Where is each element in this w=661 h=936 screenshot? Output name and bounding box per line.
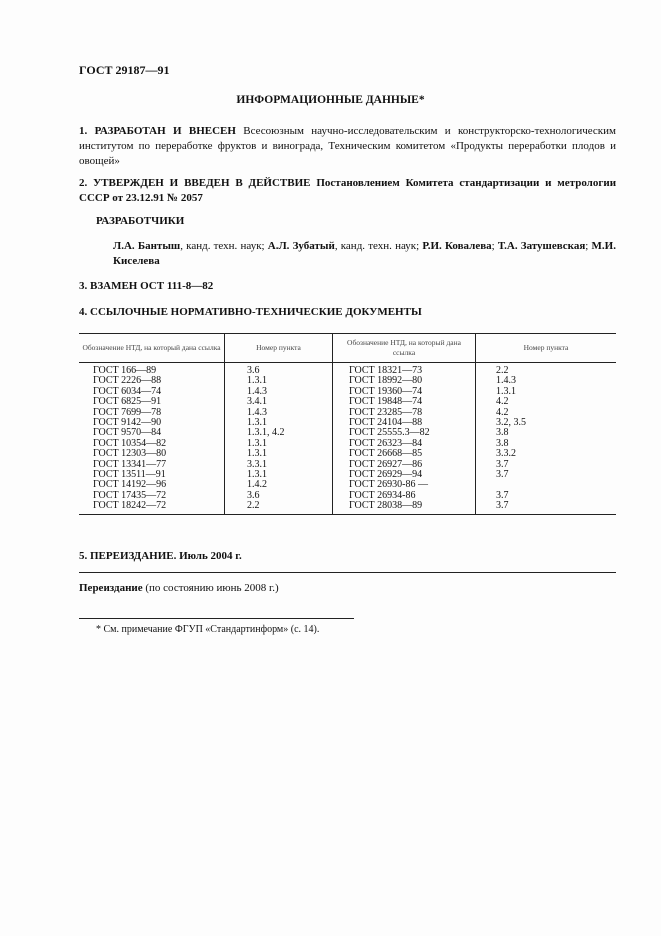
table-cell-document: ГОСТ 13341—77 bbox=[79, 460, 225, 470]
developer-name: Л.А. Бантыш bbox=[113, 240, 181, 252]
table-cell-document: ГОСТ 166—89 bbox=[79, 363, 225, 377]
section-5: 5. ПЕРЕИЗДАНИЕ. Июль 2004 г. bbox=[79, 550, 242, 562]
table-cell-document: ГОСТ 18992—80 bbox=[333, 376, 476, 386]
table-cell-clause: 1.3.1 bbox=[225, 470, 333, 480]
table-cell-clause: 3.8 bbox=[496, 427, 509, 439]
section-1-text: Всесоюзным научно-исследовательским и конструкторско-технологическим институтом по переработке фруктов и винограда, Техническим комитетом «Продукты переработки плодов и овощей» bbox=[79, 125, 617, 167]
column-header: Обозначение НТД, на который дана ссылка bbox=[333, 334, 476, 363]
table-cell-clause: 2.2 bbox=[225, 501, 333, 514]
developers-heading: РАЗРАБОТЧИКИ bbox=[96, 215, 185, 227]
table-cell-document: ГОСТ 10354—82 bbox=[79, 439, 225, 449]
section-4: 4. ССЫЛОЧНЫЕ НОРМАТИВНО-ТЕХНИЧЕСКИЕ ДОКУМЕНТЫ bbox=[79, 306, 422, 318]
table-cell-document: ГОСТ 26927—86 bbox=[333, 460, 476, 470]
table-cell-document: ГОСТ 26930-86 — bbox=[333, 480, 476, 490]
table-cell-document: ГОСТ 6034—74 bbox=[79, 387, 225, 397]
section-1-number: 1. bbox=[79, 125, 88, 137]
table-cell-document: ГОСТ 9142—90 bbox=[79, 418, 225, 428]
column-header: Номер пункта bbox=[225, 334, 333, 363]
table-cell-document: ГОСТ 13511—91 bbox=[79, 470, 225, 480]
developer-degree: ; bbox=[491, 240, 498, 252]
divider bbox=[79, 572, 616, 573]
table-cell-clause: 3.4.1 bbox=[225, 397, 333, 407]
table-cell-document: ГОСТ 12303—80 bbox=[79, 449, 225, 459]
footnote-divider bbox=[79, 618, 354, 619]
table-cell-document: ГОСТ 19360—74 bbox=[333, 387, 476, 397]
reissue-note bbox=[79, 582, 279, 594]
table-cell-clause: 2.2 bbox=[496, 365, 509, 376]
table-cell-clause: 1.4.2 bbox=[225, 480, 333, 490]
table-cell-document: ГОСТ 6825—91 bbox=[79, 397, 225, 407]
table-cell-document: ГОСТ 26668—85 bbox=[333, 449, 476, 459]
table-cell-clause: 3.7 bbox=[476, 501, 617, 514]
developer-name: Р.И. Ковалева bbox=[422, 240, 492, 252]
table-cell-document: ГОСТ 26323—84 bbox=[333, 439, 476, 449]
table-cell-document: ГОСТ 24104—88 bbox=[333, 418, 476, 428]
developer-degree: , канд. техн. наук; bbox=[180, 240, 268, 252]
table-cell-clause: 3.2, 3.5 bbox=[496, 417, 526, 429]
table-cell-document: ГОСТ 18242—72 bbox=[79, 501, 225, 514]
table-cell-document: ГОСТ 23285—78 bbox=[333, 408, 476, 418]
table-row bbox=[79, 363, 616, 377]
table-cell-document: ГОСТ 25555.3—82 bbox=[333, 428, 476, 438]
table-cell-clause: 1.3.1, 4.2 bbox=[225, 428, 333, 438]
page-title: ИНФОРМАЦИОННЫЕ ДАННЫЕ* bbox=[236, 94, 425, 106]
table-cell-clause: 1.4.3 bbox=[225, 408, 333, 418]
table-cell-document: ГОСТ 17435—72 bbox=[79, 491, 225, 501]
table-cell-clause: 1.3.1 bbox=[225, 376, 333, 386]
section-2 bbox=[79, 176, 616, 206]
reissue-text: (по состоянию июнь 2008 г.) bbox=[142, 582, 279, 594]
table-cell-clause: 1.3.1 bbox=[496, 385, 516, 397]
table-row bbox=[79, 501, 616, 514]
developer-name: М.И. Киселева bbox=[113, 240, 616, 267]
section-2-lead: УТВЕРЖДЕН И ВВЕДЕН В ДЕЙСТВИЕ bbox=[93, 177, 311, 189]
section-2-text: Постановлением Комитета стандартизации и метрологии СССР от 23.12.91 № 2057 bbox=[79, 177, 617, 204]
developer-degree: , канд. техн. наук; bbox=[334, 240, 423, 252]
table-cell-clause: 3.3.2 bbox=[496, 448, 516, 460]
column-header: Обозначение НТД, на который дана ссылка bbox=[79, 334, 225, 363]
table-cell-document: ГОСТ 7699—78 bbox=[79, 408, 225, 418]
table-cell-document: ГОСТ 26934-86 bbox=[333, 491, 476, 501]
developer-degree: ; bbox=[585, 240, 592, 252]
table-cell-clause: 3.7 bbox=[496, 458, 509, 470]
table-cell-document: ГОСТ 14192—96 bbox=[79, 480, 225, 490]
developers-list bbox=[113, 239, 616, 269]
document-header: ГОСТ 29187—91 bbox=[79, 63, 170, 77]
table-cell-clause: 3.6 bbox=[225, 363, 333, 377]
table-cell-clause: 4.2 bbox=[496, 396, 509, 408]
section-3: 3. ВЗАМЕН ОСТ 111-8—82 bbox=[79, 280, 214, 292]
table-cell-clause: 3.7 bbox=[496, 489, 509, 501]
developer-name: Т.А. Затушевская bbox=[497, 240, 586, 252]
table-cell-clause: 3.7 bbox=[496, 469, 509, 481]
developer-name: А.Л. Зубатый bbox=[267, 240, 335, 252]
section-2-number: 2. bbox=[79, 177, 88, 189]
section-1-lead: РАЗРАБОТАН И ВНЕСЕН bbox=[94, 125, 236, 137]
table-body bbox=[79, 363, 616, 515]
table-cell-clause: 1.3.1 bbox=[225, 439, 333, 449]
table-cell-document: ГОСТ 18321—73 bbox=[333, 363, 476, 377]
table-cell-document: ГОСТ 19848—74 bbox=[333, 397, 476, 407]
table-cell-clause: 1.3.1 bbox=[225, 449, 333, 459]
table-cell-clause: 4.2 bbox=[496, 406, 509, 418]
table-cell-document: ГОСТ 28038—89 bbox=[333, 501, 476, 514]
reference-table bbox=[79, 333, 616, 515]
table-cell-clause: 1.4.3 bbox=[496, 375, 516, 387]
section-1 bbox=[79, 124, 616, 169]
reissue-label: Переиздание bbox=[79, 582, 143, 594]
table-cell-clause: 1.4.3 bbox=[225, 387, 333, 397]
table-cell-document: ГОСТ 2226—88 bbox=[79, 376, 225, 386]
table-header-row bbox=[79, 334, 616, 363]
table-cell-clause: 1.3.1 bbox=[225, 418, 333, 428]
table-cell-clause: 3.6 bbox=[225, 491, 333, 501]
column-header: Номер пункта bbox=[476, 334, 617, 363]
table-cell-clause: 3.3.1 bbox=[225, 460, 333, 470]
table-cell-clause: 3.8 bbox=[496, 437, 509, 449]
table-cell-document: ГОСТ 9570—84 bbox=[79, 428, 225, 438]
footnote: * См. примечание ФГУП «Стандартинформ» (с. 14). bbox=[96, 624, 320, 635]
table-cell-document: ГОСТ 26929—94 bbox=[333, 470, 476, 480]
